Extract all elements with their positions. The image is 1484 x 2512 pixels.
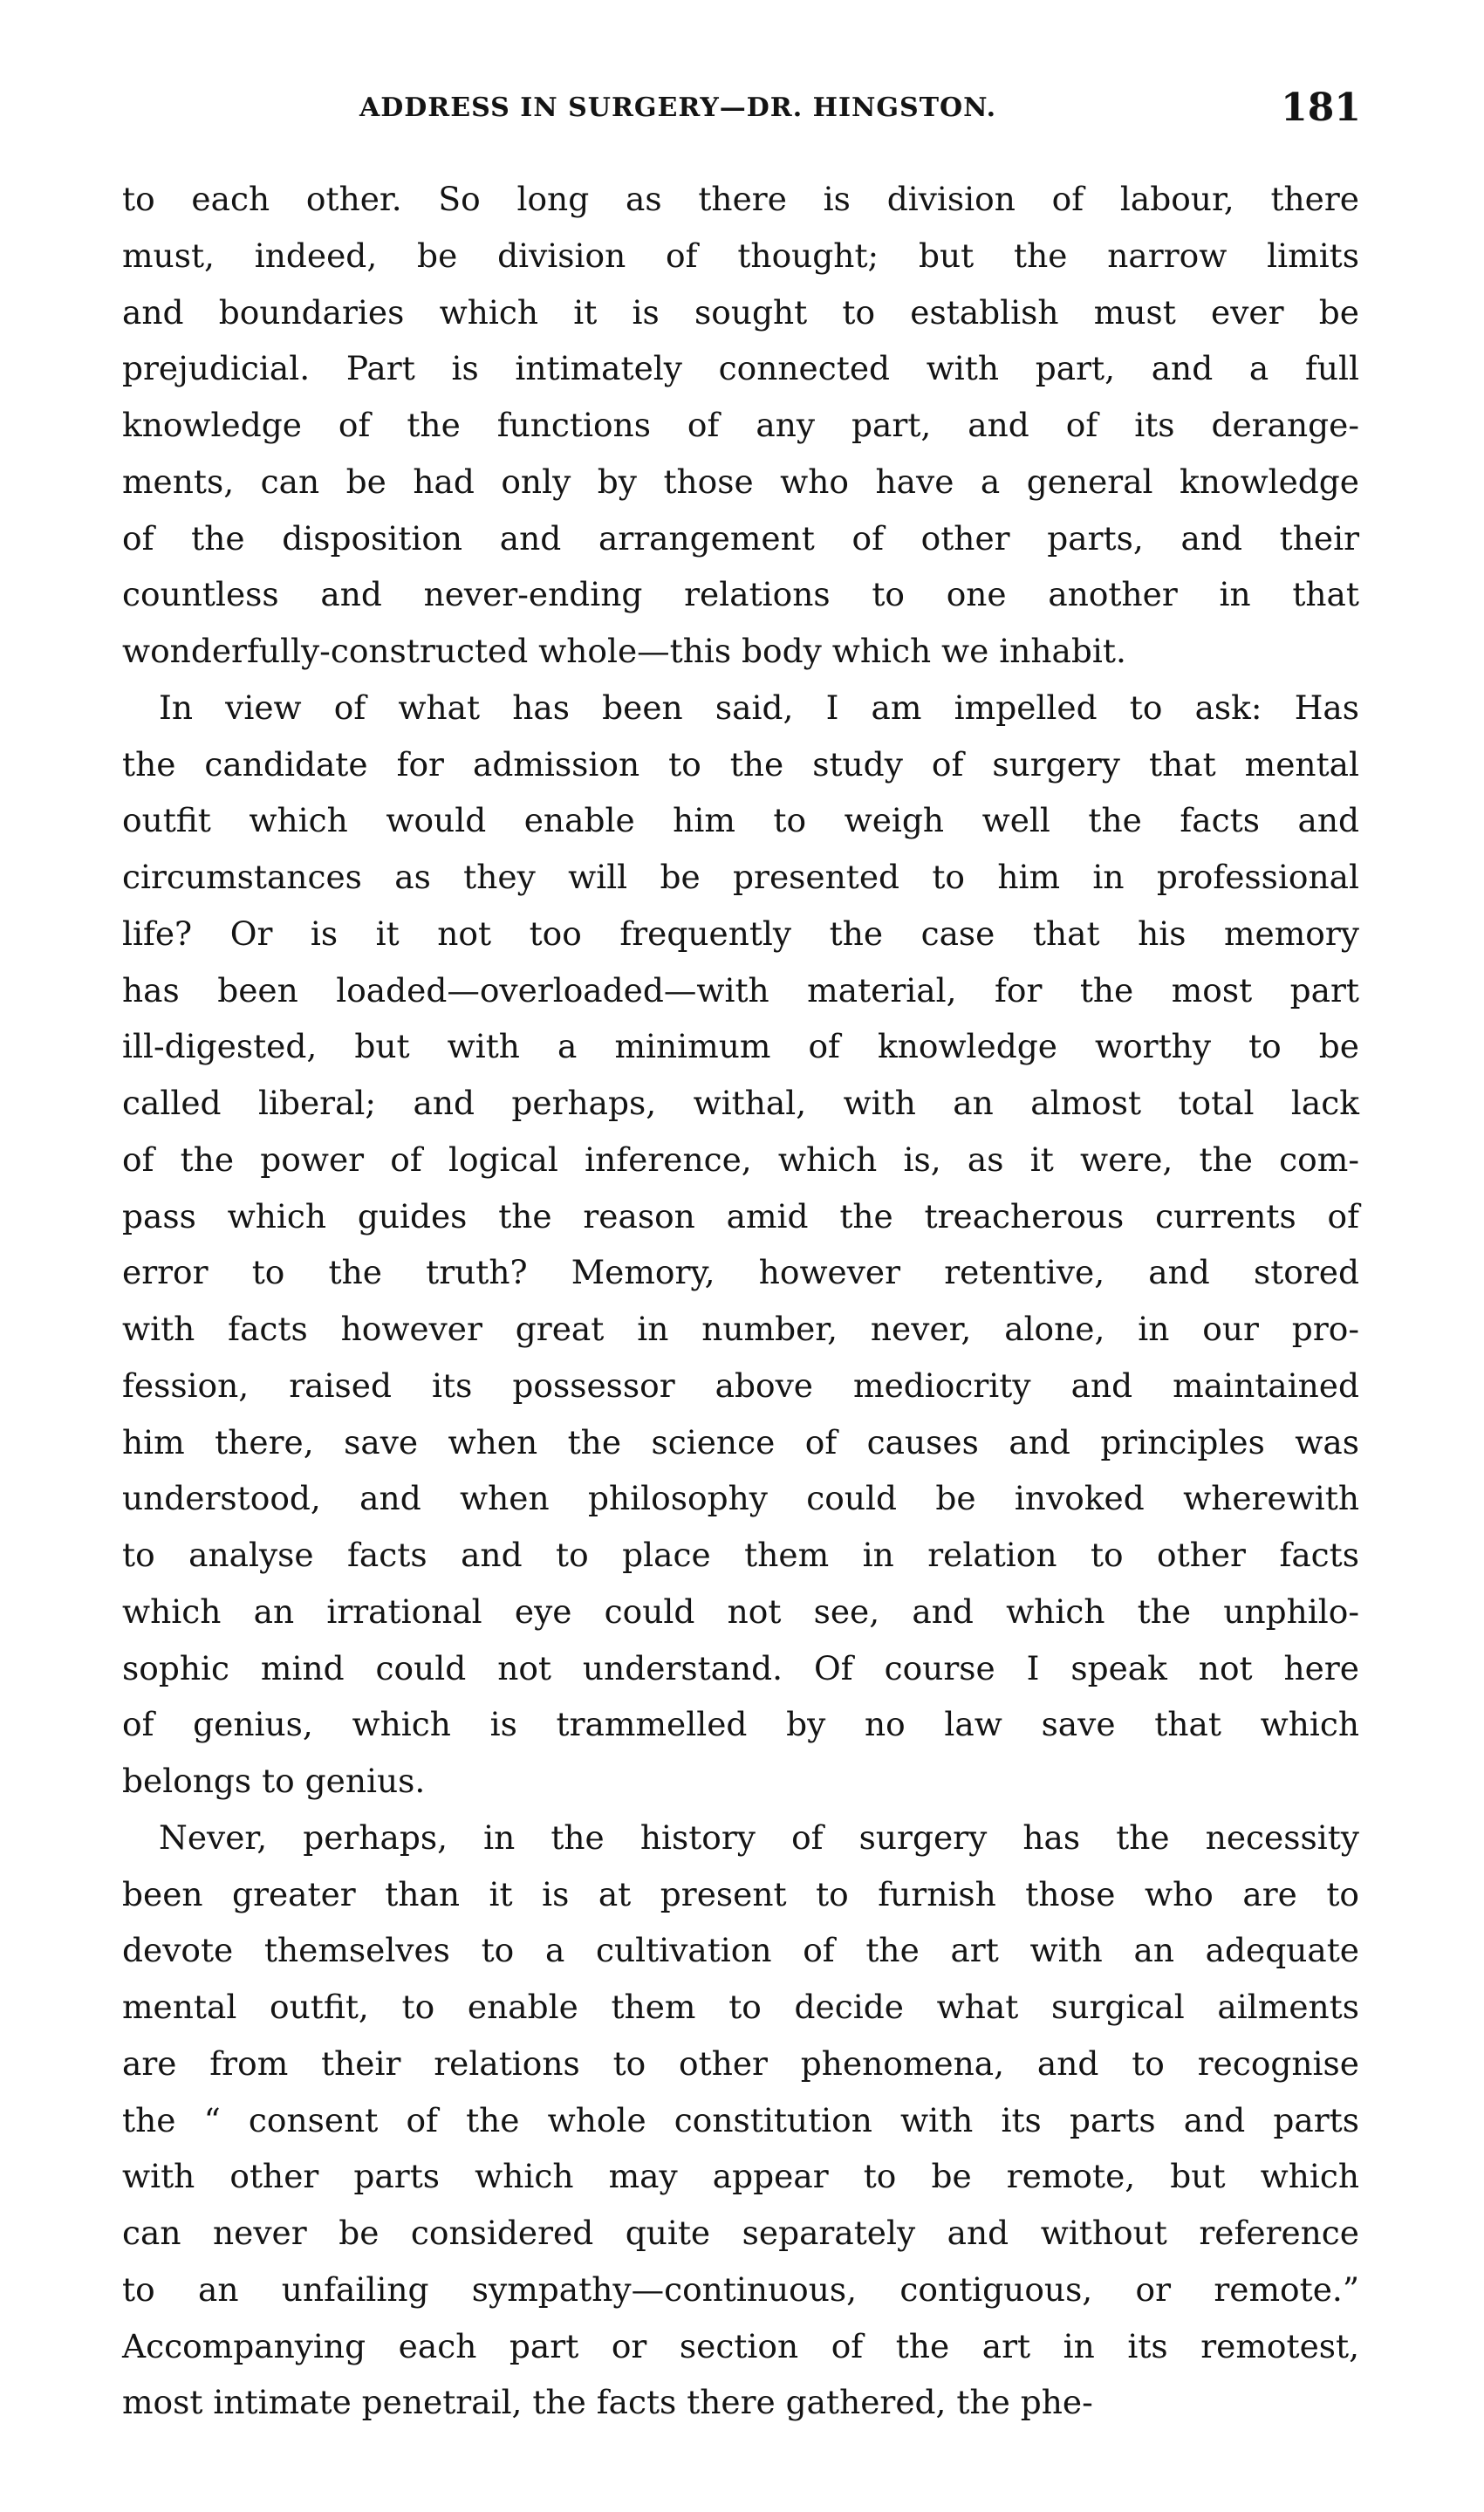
text-line: fession, raised its possessor above mediocrity and maintained (122, 1366, 1359, 1405)
text-line: belongs to genius. (122, 1762, 426, 1800)
text-line: ill-digested, but with a minimum of knowledge worthy to be (122, 1027, 1359, 1066)
text-line: are from their relations to other phenomena, and to recognise (122, 2043, 1359, 2083)
text-line: of the power of logical inference, which is, as it were, the com- (122, 1140, 1359, 1179)
text-line: must, indeed, be division of thought; but the narrow limits (122, 236, 1359, 275)
page-number: 181 (1281, 86, 1361, 130)
paragraph (122, 171, 1359, 680)
text-line: wonderfully-constructed whole—this body which we inhabit. (122, 632, 1126, 670)
text-line: him there, save when the science of causes and principles was (122, 1422, 1359, 1461)
text-line: understood, and when philosophy could be invoked wherewith (122, 1479, 1359, 1518)
text-line: can never be considered quite separately and without reference (122, 2214, 1359, 2252)
paragraph (122, 1810, 1359, 2431)
text-line: ments, can be had only by those who have a general knowledge (122, 462, 1359, 501)
text-line: circumstances as they will be presented to him in professional (122, 858, 1359, 896)
text-line: the “ consent of the whole constitution with its parts and parts (122, 2100, 1359, 2139)
text-line: outfit which would enable him to weigh well the facts and (122, 801, 1359, 840)
text-line: of genius, which is trammelled by no law save that which (122, 1705, 1359, 1744)
text-line: devote themselves to a cultivation of the art with an adequate (122, 1931, 1359, 1970)
text-line: been greater than it is at present to furnish those who are to (122, 1874, 1359, 1913)
text-line: knowledge of the functions of any part, and of its derange- (122, 406, 1359, 444)
text-line: to an unfailing sympathy—continuous, contiguous, or remote.” (122, 2269, 1359, 2309)
text-line: the candidate for admission to the study of surgery that mental (122, 744, 1359, 784)
text-line: which an irrational eye could not see, and which the unphilo- (122, 1591, 1359, 1631)
text-line: Accompanying each part or section of the art in its remotest, (122, 2326, 1359, 2365)
text-line: with facts however great in number, never, alone, in our pro- (122, 1310, 1359, 1348)
text-line: pass which guides the reason amid the treacherous currents of (122, 1196, 1359, 1235)
text-line: Never, perhaps, in the history of surgery has the necessity (159, 1817, 1359, 1857)
text-line: In view of what has been said, I am impelled to ask: Has (159, 688, 1359, 727)
text-line: and boundaries which it is sought to establish must ever be (122, 292, 1359, 332)
text-line: most intimate penetrail, the facts there gathered, the phe- (122, 2383, 1093, 2422)
running-head (122, 86, 1361, 138)
text-line: prejudicial. Part is intimately connected with part, and a full (122, 349, 1359, 388)
text-line: has been loaded—overloaded—with material, for the most part (122, 970, 1359, 1010)
text-line: to each other. So long as there is division of labour, there (122, 180, 1359, 218)
text-line: life? Or is it not too frequently the case that his memory (122, 914, 1359, 953)
text-line: called liberal; and perhaps, withal, with an almost total lack (122, 1084, 1359, 1122)
paragraph (122, 680, 1359, 1810)
body-text (122, 171, 1359, 2431)
text-line: with other parts which may appear to be remote, but which (122, 2157, 1359, 2196)
text-line: to analyse facts and to place them in relation to other facts (122, 1536, 1359, 1574)
text-line: sophic mind could not understand. Of course I speak not here (122, 1648, 1359, 1687)
text-line: error to the truth? Memory, however retentive, and stored (122, 1253, 1359, 1292)
text-line: countless and never-ending relations to one another in that (122, 575, 1359, 614)
text-line: mental outfit, to enable them to decide what surgical ailments (122, 1988, 1359, 2026)
running-title: ADDRESS IN SURGERY—DR. HINGSTON. (359, 92, 997, 123)
text-line: of the disposition and arrangement of other parts, and their (122, 518, 1359, 558)
